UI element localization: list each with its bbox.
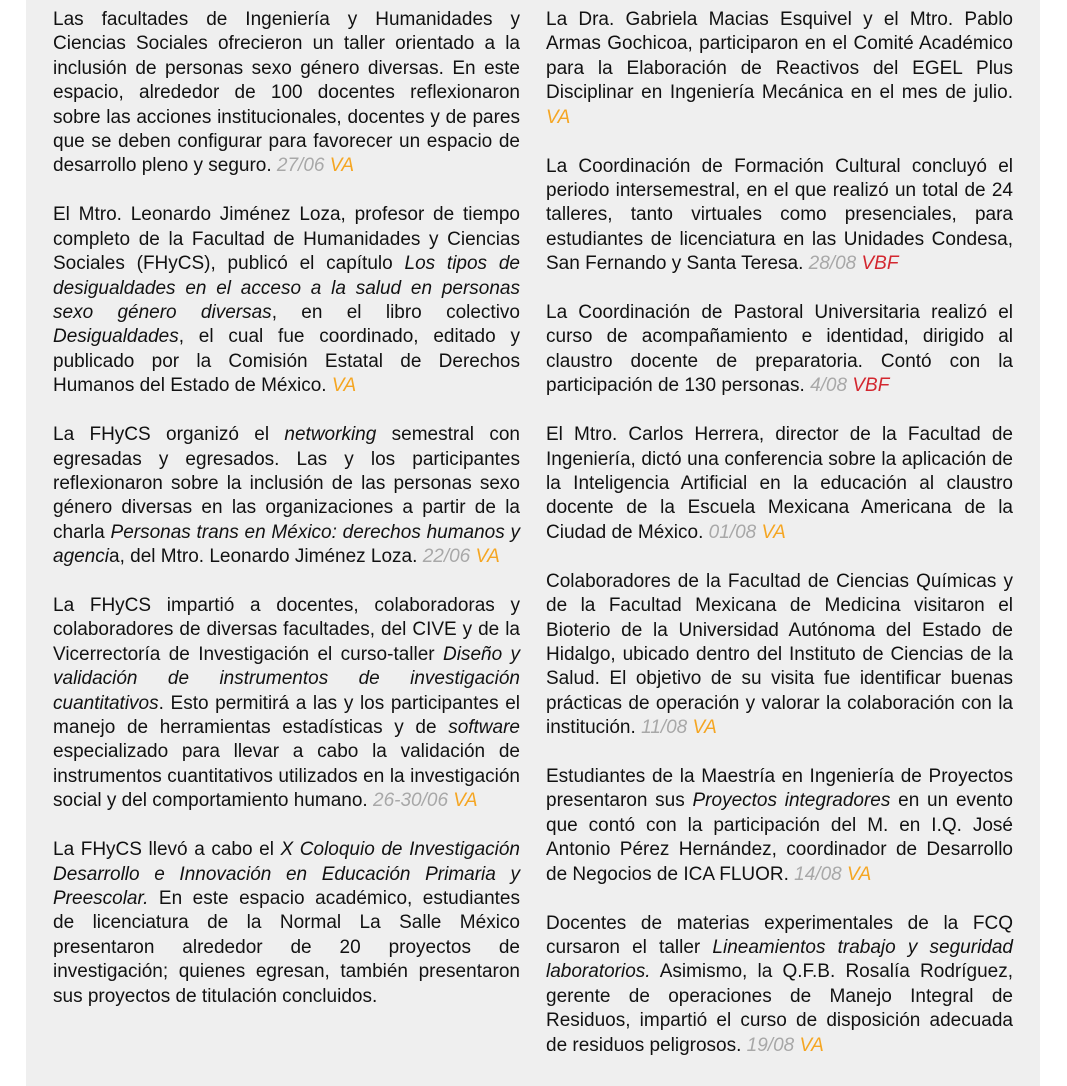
news-column-left [53,8,520,1034]
news-item-text: La FHyCS llevó a cabo el [53,839,281,861]
news-item [546,912,1013,1058]
news-item-emphasis: Desigualdades [53,326,179,348]
news-item-text: a, del Mtro. Leonardo Jiménez Loza. [109,546,418,568]
news-item-source-tag: VA [329,155,355,177]
news-item-emphasis: Lineamientos trabajo y seguridad laboratorios. [546,937,1013,983]
news-item-emphasis: software [448,717,520,739]
news-item [546,423,1013,545]
news-item-text: El Mtro. Carlos Herrera, director de la Facultad de Ingeniería, dictó una conferencia sobre la aplicación de la Inteligencia Artificial en la educación al claustro docente de la Escuela Mexicana Americana de la Ciudad de México. [546,424,1013,543]
news-item-emphasis: Proyectos integradores [692,790,891,812]
news-item-date: 4/08 [810,375,848,397]
news-column-right [546,8,1013,1083]
news-item-source-tag: VA [799,1034,824,1056]
news-item-text: La Coordinación de Pastoral Universitaria realizó el curso de acompañamiento e identidad, dirigido al claustro docente de preparatoria. Contó con la participación de 130 personas. [546,302,1013,397]
news-item-date: 11/08 [641,717,688,739]
news-item [53,594,520,814]
news-item-text: La FHyCS organizó el [53,424,285,446]
news-item-text: , el cual fue coordinado, editado y publicado por la Comisión Estatal de Derechos Humanos del Estado de México. [53,326,520,397]
news-item-source-tag: VA [453,790,478,812]
news-item-date: 28/08 [808,253,857,275]
news-item-date: 26-30/06 [373,790,449,812]
news-item-text: Docentes de materias experimentales de la FCQ cursaron el taller [546,912,1013,958]
news-item-text: en un evento que contó con la participación del M. en I.Q. José Antonio Pérez Hernández, coordinador de Desarrollo de Negocios de ICA FLUOR. [546,790,1013,885]
news-item-text: En este espacio académico, estudiantes de licenciatura de la Normal La Salle México presentaron alrededor de 20 proyectos de investigación; quienes egresan, también presentaron sus proyectos de titulación concluidos. [53,888,520,1007]
news-item-date: 14/08 [794,863,842,885]
news-item-text: La FHyCS impartió a docentes, colaboradoras y colaboradores de diversas facultades, del CIVE y de la Vicerrectoría de Investigación el curso-taller [53,595,520,665]
news-item-source-tag: VA [692,717,717,739]
news-item-source-tag: VA [761,521,786,543]
news-item-text: El Mtro. Leonardo Jiménez Loza, profesor de tiempo completo de la Facultad de Humanidades y Ciencias Sociales (FHyCS), publicó el capítulo [53,204,520,275]
news-item-source-tag: VBF [861,253,899,275]
news-item [53,8,520,179]
news-item-text: La Dra. Gabriela Macias Esquivel y el Mtro. Pablo Armas Gochicoa, participaron en el Comité Académico para la Elaboración de Reactivos del EGEL Plus Disciplinar en Ingeniería Mecánica en el mes de julio. [546,9,1013,104]
news-item-emphasis: Diseño y validación de instrumentos de investigación cuantitativos [53,643,521,714]
news-item-date: 19/08 [746,1034,795,1056]
news-item-emphasis: Los tipos de desigualdades en el acceso a la salud en personas sexo género diversas [53,253,520,323]
news-item-text: Las facultades de Ingeniería y Humanidades y Ciencias Sociales ofrecieron un taller orientado a la inclusión de personas sexo género diversas. En este espacio, alrededor de 100 docentes reflexionaron sobre las acciones institucionales, docentes y de pares que se deben configurar para favorecer un espacio de desarrollo pleno y seguro. [53,9,520,177]
news-item-source-tag: VA [475,546,500,568]
news-item-text: Estudiantes de la Maestría en Ingeniería de Proyectos presentaron sus [546,766,1013,812]
news-item [546,765,1013,887]
news-item [53,423,520,569]
news-item [546,155,1013,277]
news-item [546,8,1013,130]
news-item [53,203,520,398]
news-item [546,301,1013,399]
news-item-emphasis: Personas trans en México: derechos humanos y agenci [53,521,520,568]
news-item-text: Asimismo, la Q.F.B. Rosalía Rodríguez, gerente de operaciones de Manejo Integral de Residuos, impartió el curso de disposición adecuada de residuos peligrosos. [546,961,1013,1056]
news-item [546,570,1013,741]
news-item-text: . Esto permitirá a las y los participantes el manejo de herramientas estadísticas y de [53,692,520,739]
news-item-source-tag: VA [546,106,571,128]
news-item-text: Colaboradores de la Facultad de Ciencias Químicas y de la Facultad Mexicana de Medicina visitaron el Bioterio de la Universidad Autónoma del Estado de Hidalgo, ubicado dentro del Instituto de Ciencias de la Salud. El objetivo de su visita fue identificar buenas prácticas de operación y valorar la colaboración con la institución. [546,570,1013,739]
news-item-source-tag: VBF [852,375,890,397]
news-item-text: , en el libro colectivo [271,301,520,323]
news-item-date: 01/08 [708,521,757,543]
news-item-text: especializado para llevar a cabo la validación de instrumentos cuantitativos utilizados en la investigación social y del comportamiento humano. [53,741,520,812]
news-item-source-tag: VA [847,863,872,885]
news-item [53,838,520,1009]
news-item-text: semestral con egresadas y egresados. Las y los participantes reflexionaron sobre la inclusión de las personas sexo género diversas en las organizaciones a partir de la charla [53,424,520,543]
news-item-emphasis: X Coloquio de Investigación Desarrollo e Innovación en Educación Primaria y Preescolar. [53,839,520,909]
news-item-date: 27/06 [276,155,325,177]
news-item-emphasis: networking [284,424,377,446]
news-item-source-tag: VA [331,375,357,397]
news-item-text: La Coordinación de Formación Cultural concluyó el periodo intersemestral, en el que realizó un total de 24 talleres, tanto virtuales como presenciales, para estudiantes de licenciatura en las Unidades Condesa, San Fernando y Santa Teresa. [546,155,1013,275]
news-item-date: 22/06 [422,546,471,568]
